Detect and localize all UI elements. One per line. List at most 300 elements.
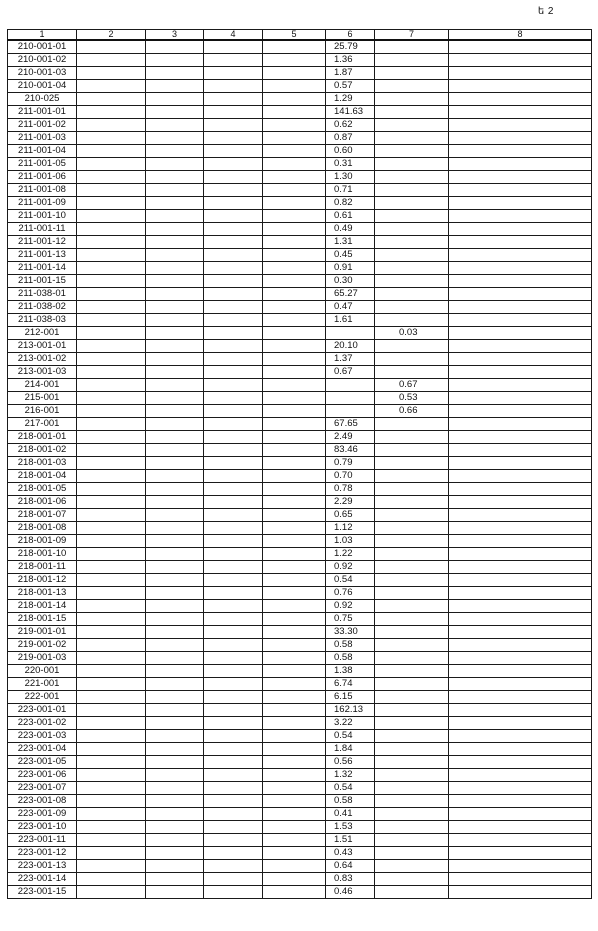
cell-code: 223-001-02 (8, 717, 77, 730)
table-row (8, 652, 592, 665)
table-row (8, 249, 592, 262)
cell-col-6: 33.30 (326, 626, 375, 639)
cell-col-5 (263, 106, 326, 119)
cell-col-2 (77, 730, 146, 743)
cell-col-3 (146, 210, 204, 223)
cell-col-8 (449, 210, 592, 223)
cell-col-3 (146, 639, 204, 652)
cell-col-8 (449, 626, 592, 639)
cell-col-5 (263, 860, 326, 873)
cell-col-4 (204, 600, 263, 613)
cell-col-6: 0.43 (326, 847, 375, 860)
table-row (8, 496, 592, 509)
cell-col-2 (77, 613, 146, 626)
cell-col-5 (263, 197, 326, 210)
cell-col-3 (146, 171, 204, 184)
cell-col-2 (77, 275, 146, 288)
table-row (8, 93, 592, 106)
cell-code: 223-001-04 (8, 743, 77, 756)
cell-col-2 (77, 600, 146, 613)
cell-col-8 (449, 522, 592, 535)
cell-col-3 (146, 756, 204, 769)
table-row (8, 340, 592, 353)
table-row (8, 782, 592, 795)
table-row (8, 847, 592, 860)
cell-code: 211-001-11 (8, 223, 77, 236)
cell-col-2 (77, 119, 146, 132)
cell-col-3 (146, 340, 204, 353)
cell-col-5 (263, 54, 326, 67)
cell-col-4 (204, 769, 263, 782)
cell-code: 223-001-13 (8, 860, 77, 873)
cell-col-7 (375, 847, 449, 860)
cell-col-3 (146, 444, 204, 457)
cell-col-8 (449, 249, 592, 262)
cell-col-8 (449, 80, 592, 93)
table-row (8, 730, 592, 743)
cell-col-5 (263, 730, 326, 743)
table-row (8, 717, 592, 730)
cell-col-7 (375, 639, 449, 652)
table-row (8, 353, 592, 366)
cell-col-6: 0.49 (326, 223, 375, 236)
column-header-7: 7 (375, 30, 449, 41)
cell-col-2 (77, 366, 146, 379)
cell-code: 221-001 (8, 678, 77, 691)
cell-col-6: 1.22 (326, 548, 375, 561)
cell-col-4 (204, 730, 263, 743)
cell-col-3 (146, 522, 204, 535)
cell-col-8 (449, 821, 592, 834)
cell-col-4 (204, 314, 263, 327)
cell-col-2 (77, 171, 146, 184)
cell-col-2 (77, 288, 146, 301)
cell-col-6: 1.37 (326, 353, 375, 366)
cell-col-6: 6.74 (326, 678, 375, 691)
cell-col-8 (449, 587, 592, 600)
cell-col-7 (375, 626, 449, 639)
column-header-3: 3 (146, 30, 204, 41)
cell-col-3 (146, 40, 204, 54)
cell-col-8 (449, 743, 592, 756)
cell-col-2 (77, 808, 146, 821)
cell-col-2 (77, 483, 146, 496)
cell-col-3 (146, 743, 204, 756)
cell-col-2 (77, 457, 146, 470)
cell-code: 211-001-01 (8, 106, 77, 119)
cell-col-5 (263, 522, 326, 535)
cell-col-7 (375, 886, 449, 899)
cell-col-7 (375, 535, 449, 548)
cell-col-2 (77, 691, 146, 704)
cell-col-3 (146, 600, 204, 613)
cell-col-7 (375, 795, 449, 808)
table-row (8, 548, 592, 561)
cell-col-2 (77, 821, 146, 834)
cell-col-2 (77, 314, 146, 327)
cell-col-8 (449, 54, 592, 67)
cell-col-3 (146, 275, 204, 288)
cell-code: 211-001-15 (8, 275, 77, 288)
cell-col-2 (77, 158, 146, 171)
cell-col-7 (375, 873, 449, 886)
cell-col-7 (375, 197, 449, 210)
cell-col-3 (146, 132, 204, 145)
cell-col-4 (204, 93, 263, 106)
cell-col-5 (263, 704, 326, 717)
cell-code: 223-001-07 (8, 782, 77, 795)
cell-col-7 (375, 249, 449, 262)
cell-col-7 (375, 860, 449, 873)
cell-col-7 (375, 210, 449, 223)
cell-col-5 (263, 40, 326, 54)
cell-col-7 (375, 509, 449, 522)
cell-code: 210-001-03 (8, 67, 77, 80)
cell-col-5 (263, 223, 326, 236)
table-row (8, 405, 592, 418)
table-row (8, 574, 592, 587)
table-row (8, 327, 592, 340)
cell-col-8 (449, 184, 592, 197)
cell-col-8 (449, 834, 592, 847)
cell-code: 223-001-14 (8, 873, 77, 886)
ledger-table (7, 29, 592, 899)
cell-col-6: 1.36 (326, 54, 375, 67)
cell-col-3 (146, 509, 204, 522)
cell-col-5 (263, 366, 326, 379)
cell-col-7: 0.03 (375, 327, 449, 340)
column-header-2: 2 (77, 30, 146, 41)
cell-col-4 (204, 652, 263, 665)
cell-col-5 (263, 418, 326, 431)
cell-col-6 (326, 405, 375, 418)
cell-col-7 (375, 834, 449, 847)
cell-code: 218-001-09 (8, 535, 77, 548)
cell-col-7 (375, 54, 449, 67)
table-row (8, 769, 592, 782)
cell-col-5 (263, 327, 326, 340)
cell-col-5 (263, 769, 326, 782)
cell-col-6: 1.30 (326, 171, 375, 184)
cell-col-8 (449, 457, 592, 470)
cell-col-3 (146, 769, 204, 782)
cell-col-6: 0.54 (326, 782, 375, 795)
cell-col-4 (204, 795, 263, 808)
table-row (8, 392, 592, 405)
cell-col-5 (263, 93, 326, 106)
page-number: ե 2 (537, 6, 554, 17)
cell-col-4 (204, 613, 263, 626)
cell-col-3 (146, 314, 204, 327)
cell-col-8 (449, 678, 592, 691)
cell-col-5 (263, 509, 326, 522)
cell-col-4 (204, 405, 263, 418)
table-row (8, 288, 592, 301)
cell-col-4 (204, 587, 263, 600)
cell-col-6: 0.65 (326, 509, 375, 522)
cell-col-4 (204, 782, 263, 795)
cell-col-2 (77, 40, 146, 54)
table-row (8, 314, 592, 327)
column-header-8: 8 (449, 30, 592, 41)
cell-col-5 (263, 678, 326, 691)
cell-col-8 (449, 418, 592, 431)
cell-col-2 (77, 847, 146, 860)
cell-col-6 (326, 379, 375, 392)
cell-col-6: 1.38 (326, 665, 375, 678)
table-row (8, 561, 592, 574)
cell-col-2 (77, 743, 146, 756)
cell-col-2 (77, 522, 146, 535)
table-row (8, 40, 592, 54)
cell-col-2 (77, 210, 146, 223)
cell-col-3 (146, 834, 204, 847)
table-row (8, 54, 592, 67)
cell-code: 211-038-02 (8, 301, 77, 314)
cell-col-7 (375, 821, 449, 834)
cell-col-5 (263, 340, 326, 353)
cell-col-8 (449, 301, 592, 314)
table-row (8, 626, 592, 639)
cell-col-7 (375, 223, 449, 236)
cell-code: 211-038-03 (8, 314, 77, 327)
cell-code: 223-001-12 (8, 847, 77, 860)
cell-col-2 (77, 197, 146, 210)
cell-col-5 (263, 665, 326, 678)
cell-col-7 (375, 470, 449, 483)
cell-col-7 (375, 275, 449, 288)
cell-code: 219-001-03 (8, 652, 77, 665)
cell-col-4 (204, 67, 263, 80)
cell-code: 218-001-13 (8, 587, 77, 600)
cell-col-6: 2.29 (326, 496, 375, 509)
cell-col-5 (263, 184, 326, 197)
cell-col-3 (146, 496, 204, 509)
cell-code: 218-001-01 (8, 431, 77, 444)
cell-col-8 (449, 392, 592, 405)
cell-col-5 (263, 548, 326, 561)
table-row (8, 171, 592, 184)
cell-col-7 (375, 418, 449, 431)
cell-col-8 (449, 860, 592, 873)
cell-col-7 (375, 132, 449, 145)
cell-col-6: 0.57 (326, 80, 375, 93)
cell-col-6: 6.15 (326, 691, 375, 704)
cell-col-3 (146, 249, 204, 262)
table-row (8, 821, 592, 834)
cell-col-5 (263, 288, 326, 301)
cell-col-8 (449, 847, 592, 860)
table-row (8, 80, 592, 93)
cell-col-2 (77, 223, 146, 236)
cell-col-2 (77, 236, 146, 249)
cell-col-5 (263, 561, 326, 574)
cell-col-3 (146, 821, 204, 834)
cell-col-8 (449, 769, 592, 782)
cell-code: 218-001-04 (8, 470, 77, 483)
table-row (8, 587, 592, 600)
cell-col-7 (375, 314, 449, 327)
cell-col-3 (146, 483, 204, 496)
cell-col-6: 1.29 (326, 93, 375, 106)
cell-code: 218-001-05 (8, 483, 77, 496)
cell-col-4 (204, 444, 263, 457)
cell-col-6: 0.62 (326, 119, 375, 132)
cell-col-8 (449, 327, 592, 340)
cell-col-6: 162.13 (326, 704, 375, 717)
table-row (8, 509, 592, 522)
table-row (8, 639, 592, 652)
table-row (8, 457, 592, 470)
cell-code: 214-001 (8, 379, 77, 392)
cell-col-3 (146, 431, 204, 444)
cell-col-8 (449, 704, 592, 717)
table-row (8, 418, 592, 431)
cell-col-4 (204, 860, 263, 873)
cell-col-6: 0.87 (326, 132, 375, 145)
cell-col-7 (375, 171, 449, 184)
cell-col-8 (449, 275, 592, 288)
cell-col-6: 0.61 (326, 210, 375, 223)
cell-col-4 (204, 470, 263, 483)
cell-col-4 (204, 678, 263, 691)
table-row (8, 834, 592, 847)
cell-col-6: 0.64 (326, 860, 375, 873)
cell-code: 218-001-15 (8, 613, 77, 626)
cell-col-6: 0.92 (326, 561, 375, 574)
cell-col-8 (449, 223, 592, 236)
cell-col-3 (146, 288, 204, 301)
cell-col-4 (204, 535, 263, 548)
cell-col-2 (77, 548, 146, 561)
cell-col-4 (204, 743, 263, 756)
cell-col-4 (204, 457, 263, 470)
cell-col-5 (263, 171, 326, 184)
column-header-1: 1 (8, 30, 77, 41)
cell-col-6: 0.58 (326, 639, 375, 652)
table-row (8, 132, 592, 145)
cell-col-3 (146, 535, 204, 548)
cell-col-6: 0.67 (326, 366, 375, 379)
cell-col-3 (146, 561, 204, 574)
cell-code: 211-001-02 (8, 119, 77, 132)
cell-col-2 (77, 834, 146, 847)
cell-code: 210-001-01 (8, 40, 77, 54)
cell-col-7 (375, 665, 449, 678)
cell-col-7 (375, 717, 449, 730)
cell-col-5 (263, 535, 326, 548)
column-header-4: 4 (204, 30, 263, 41)
cell-col-3 (146, 158, 204, 171)
cell-col-7 (375, 366, 449, 379)
cell-col-2 (77, 340, 146, 353)
cell-col-8 (449, 548, 592, 561)
cell-col-3 (146, 119, 204, 132)
cell-col-8 (449, 132, 592, 145)
cell-col-4 (204, 886, 263, 899)
cell-col-8 (449, 106, 592, 119)
cell-code: 210-001-04 (8, 80, 77, 93)
cell-col-6: 0.78 (326, 483, 375, 496)
cell-col-5 (263, 392, 326, 405)
cell-col-8 (449, 288, 592, 301)
cell-col-7 (375, 691, 449, 704)
cell-code: 218-001-14 (8, 600, 77, 613)
table-row (8, 522, 592, 535)
cell-col-5 (263, 756, 326, 769)
table-row (8, 223, 592, 236)
cell-col-4 (204, 197, 263, 210)
cell-col-3 (146, 327, 204, 340)
cell-col-2 (77, 93, 146, 106)
cell-col-4 (204, 548, 263, 561)
table-row (8, 483, 592, 496)
cell-col-6: 0.47 (326, 301, 375, 314)
cell-col-8 (449, 639, 592, 652)
cell-col-8 (449, 444, 592, 457)
cell-col-6: 83.46 (326, 444, 375, 457)
cell-col-5 (263, 405, 326, 418)
cell-col-5 (263, 652, 326, 665)
cell-col-2 (77, 639, 146, 652)
cell-code: 211-001-05 (8, 158, 77, 171)
column-header-5: 5 (263, 30, 326, 41)
cell-col-2 (77, 444, 146, 457)
cell-col-4 (204, 665, 263, 678)
cell-col-2 (77, 301, 146, 314)
cell-code: 218-001-03 (8, 457, 77, 470)
cell-col-4 (204, 847, 263, 860)
cell-col-8 (449, 574, 592, 587)
cell-col-5 (263, 873, 326, 886)
cell-col-4 (204, 522, 263, 535)
cell-col-3 (146, 587, 204, 600)
cell-col-5 (263, 67, 326, 80)
cell-code: 218-001-06 (8, 496, 77, 509)
cell-col-8 (449, 600, 592, 613)
cell-code: 211-001-03 (8, 132, 77, 145)
cell-col-6: 1.61 (326, 314, 375, 327)
table-row (8, 795, 592, 808)
cell-code: 220-001 (8, 665, 77, 678)
cell-col-5 (263, 691, 326, 704)
cell-col-6: 0.54 (326, 730, 375, 743)
cell-col-8 (449, 795, 592, 808)
cell-col-7 (375, 236, 449, 249)
cell-col-7 (375, 145, 449, 158)
cell-col-8 (449, 340, 592, 353)
cell-col-2 (77, 574, 146, 587)
cell-col-5 (263, 886, 326, 899)
cell-col-3 (146, 223, 204, 236)
cell-col-8 (449, 171, 592, 184)
cell-col-2 (77, 873, 146, 886)
cell-col-5 (263, 847, 326, 860)
cell-col-2 (77, 769, 146, 782)
cell-code: 216-001 (8, 405, 77, 418)
cell-col-6: 0.46 (326, 886, 375, 899)
cell-code: 213-001-02 (8, 353, 77, 366)
cell-col-5 (263, 249, 326, 262)
cell-col-7 (375, 158, 449, 171)
cell-col-5 (263, 119, 326, 132)
cell-col-5 (263, 496, 326, 509)
cell-col-6: 0.56 (326, 756, 375, 769)
cell-col-5 (263, 158, 326, 171)
cell-col-3 (146, 808, 204, 821)
cell-col-4 (204, 626, 263, 639)
cell-col-4 (204, 561, 263, 574)
